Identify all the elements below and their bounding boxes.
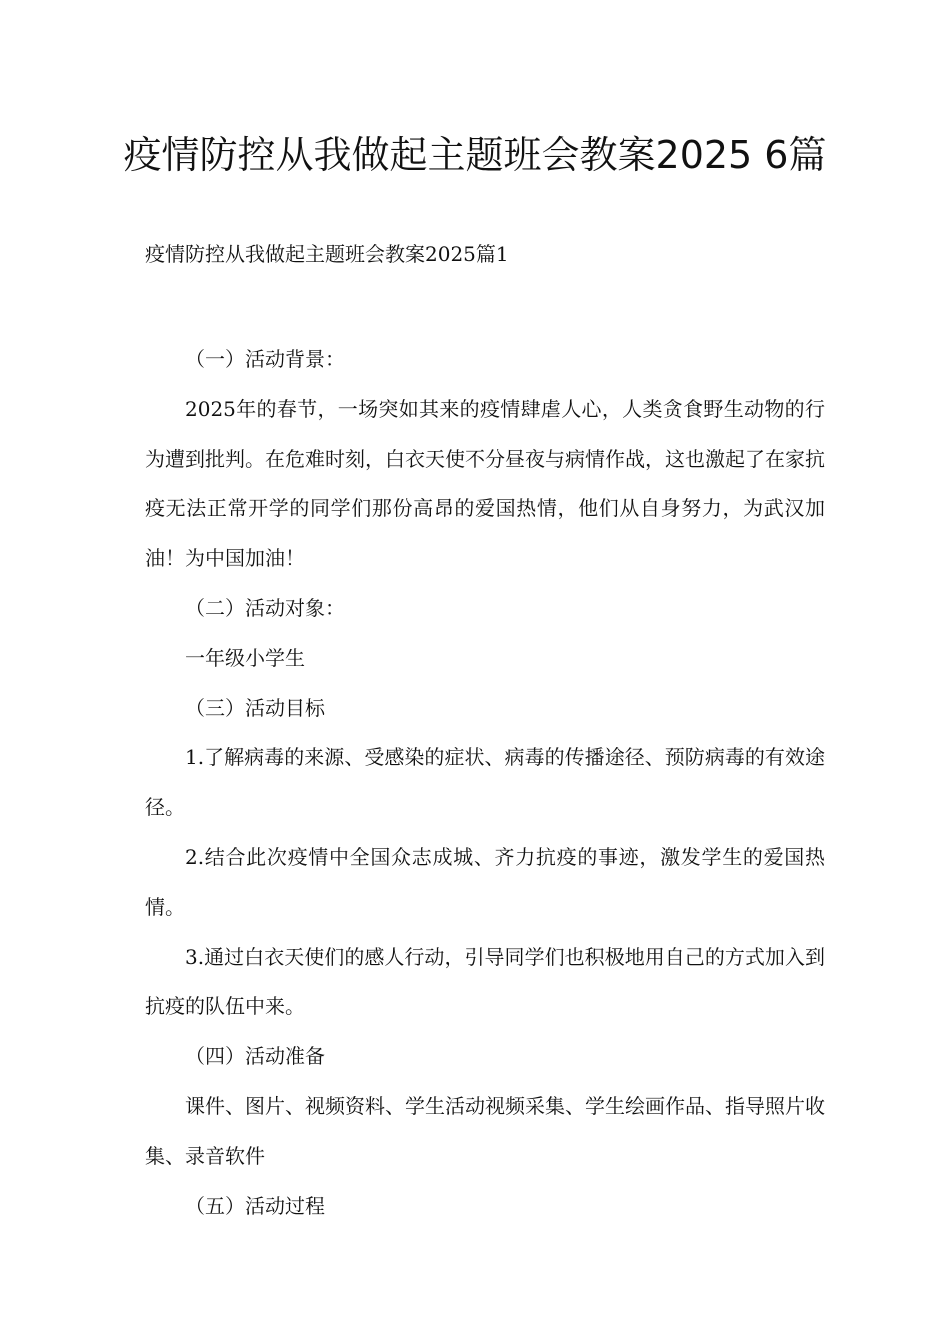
section-heading-goals: （三）活动目标 (185, 695, 325, 720)
paragraph-audience: 一年级小学生 (185, 645, 305, 670)
document-body (145, 335, 825, 1231)
section-heading-preparation: （四）活动准备 (185, 1044, 325, 1069)
paragraph-goal-3: 3.通过白衣天使们的感人行动，引导同学们也积极地用自己的方式加入到抗疫的队伍中来。 (145, 944, 825, 1019)
paragraph-preparation: 课件、图片、视频资料、学生活动视频采集、学生绘画作品、指导照片收集、录音软件 (145, 1093, 825, 1168)
document-title: 疫情防控从我做起主题班会教案2025 6篇 (123, 133, 827, 177)
section-heading-background: （一）活动背景： (185, 347, 345, 371)
section-heading-audience: （二）活动对象： (185, 595, 345, 620)
paragraph-goal-2: 2.结合此次疫情中全国众志成城、齐力抗疫的事迹，激发学生的爱国热情。 (145, 844, 825, 919)
section-heading-process: （五）活动过程 (185, 1193, 325, 1218)
paragraph-goal-1: 1.了解病毒的来源、受感染的症状、病毒的传播途径、预防病毒的有效途径。 (145, 745, 825, 820)
document-subtitle: 疫情防控从我做起主题班会教案2025篇1 (145, 242, 509, 266)
paragraph-background: 2025年的春节，一场突如其来的疫情肆虐人心，人类贪食野生动物的行为遭到批判。在危难时刻，白衣天使不分昼夜与病情作战，这也激起了在家抗疫无法正常开学的同学们那份高昂的爱国热情，他们从自身努力，为武汉加油！为中国加油！ (145, 396, 825, 571)
